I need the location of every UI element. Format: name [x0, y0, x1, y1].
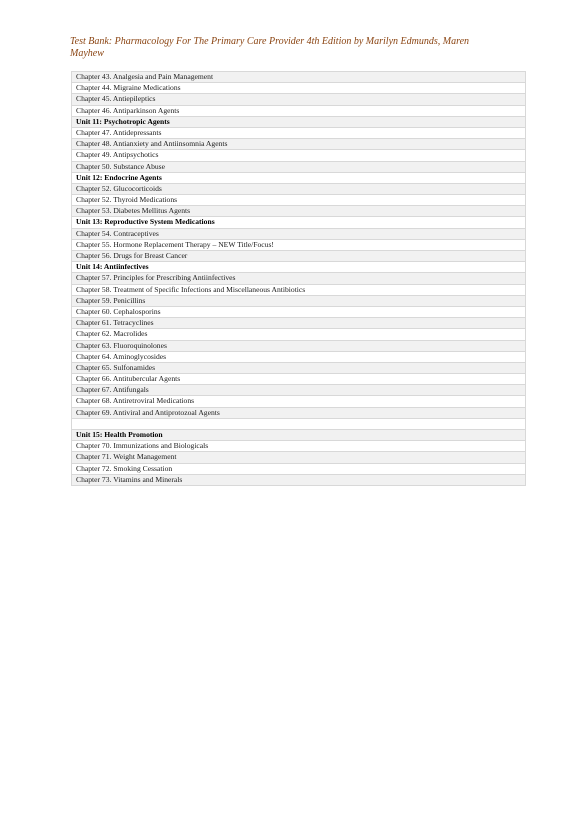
chapter-row: Chapter 46. Antiparkinson Agents: [72, 106, 525, 117]
chapter-row: Chapter 64. Aminoglycosides: [72, 352, 525, 363]
chapter-row: Chapter 71. Weight Management: [72, 452, 525, 463]
page-header: [70, 36, 520, 60]
chapter-row: Chapter 48. Antianxiety and Antiinsomnia Agents: [72, 139, 525, 150]
unit-heading-row: Unit 15: Health Promotion: [72, 430, 525, 441]
chapter-row: Chapter 59. Penicillins: [72, 296, 525, 307]
table-of-contents: [71, 71, 526, 486]
chapter-row: Chapter 55. Hormone Replacement Therapy – NEW Title/Focus!: [72, 240, 525, 251]
header-title-line-2: Mayhew: [70, 48, 104, 59]
chapter-row: Chapter 65. Sulfonamides: [72, 363, 525, 374]
chapter-row: Chapter 70. Immunizations and Biologicals: [72, 441, 525, 452]
header-title-line-1: Test Bank: Pharmacology For The Primary Care Provider 4th Edition by Marilyn Edmunds, Maren: [70, 36, 470, 47]
chapter-row: Chapter 44. Migraine Medications: [72, 83, 525, 94]
chapter-row: Chapter 68. Antiretroviral Medications: [72, 396, 525, 407]
chapter-row: Chapter 73. Vitamins and Minerals: [72, 475, 525, 486]
chapter-row: Chapter 43. Analgesia and Pain Management: [72, 72, 525, 83]
chapter-row: Chapter 49. Antipsychotics: [72, 150, 525, 161]
blank-row: [72, 419, 525, 430]
unit-heading-row: Unit 12: Endocrine Agents: [72, 173, 525, 184]
chapter-row: Chapter 47. Antidepressants: [72, 128, 525, 139]
chapter-row: Chapter 50. Substance Abuse: [72, 162, 525, 173]
chapter-row: Chapter 67. Antifungals: [72, 385, 525, 396]
chapter-row: Chapter 56. Drugs for Breast Cancer: [72, 251, 525, 262]
chapter-row: Chapter 61. Tetracyclines: [72, 318, 525, 329]
unit-heading-row: Unit 11: Psychotropic Agents: [72, 117, 525, 128]
chapter-row: Chapter 45. Antiepileptics: [72, 94, 525, 105]
chapter-row: Chapter 53. Diabetes Mellitus Agents: [72, 206, 525, 217]
chapter-row: Chapter 63. Fluoroquinolones: [72, 341, 525, 352]
chapter-row: Chapter 52. Thyroid Medications: [72, 195, 525, 206]
chapter-row: Chapter 52. Glucocorticoids: [72, 184, 525, 195]
chapter-row: Chapter 72. Smoking Cessation: [72, 464, 525, 475]
chapter-row: Chapter 69. Antiviral and Antiprotozoal Agents: [72, 408, 525, 419]
chapter-row: Chapter 54. Contraceptives: [72, 229, 525, 240]
unit-heading-row: Unit 14: Antiinfectives: [72, 262, 525, 273]
chapter-row: Chapter 62. Macrolides: [72, 329, 525, 340]
chapter-row: Chapter 60. Cephalosporins: [72, 307, 525, 318]
chapter-row: Chapter 66. Antitubercular Agents: [72, 374, 525, 385]
unit-heading-row: Unit 13: Reproductive System Medications: [72, 217, 525, 228]
chapter-row: Chapter 57. Principles for Prescribing Antiinfectives: [72, 273, 525, 284]
chapter-row: Chapter 58. Treatment of Specific Infections and Miscellaneous Antibiotics: [72, 285, 525, 296]
